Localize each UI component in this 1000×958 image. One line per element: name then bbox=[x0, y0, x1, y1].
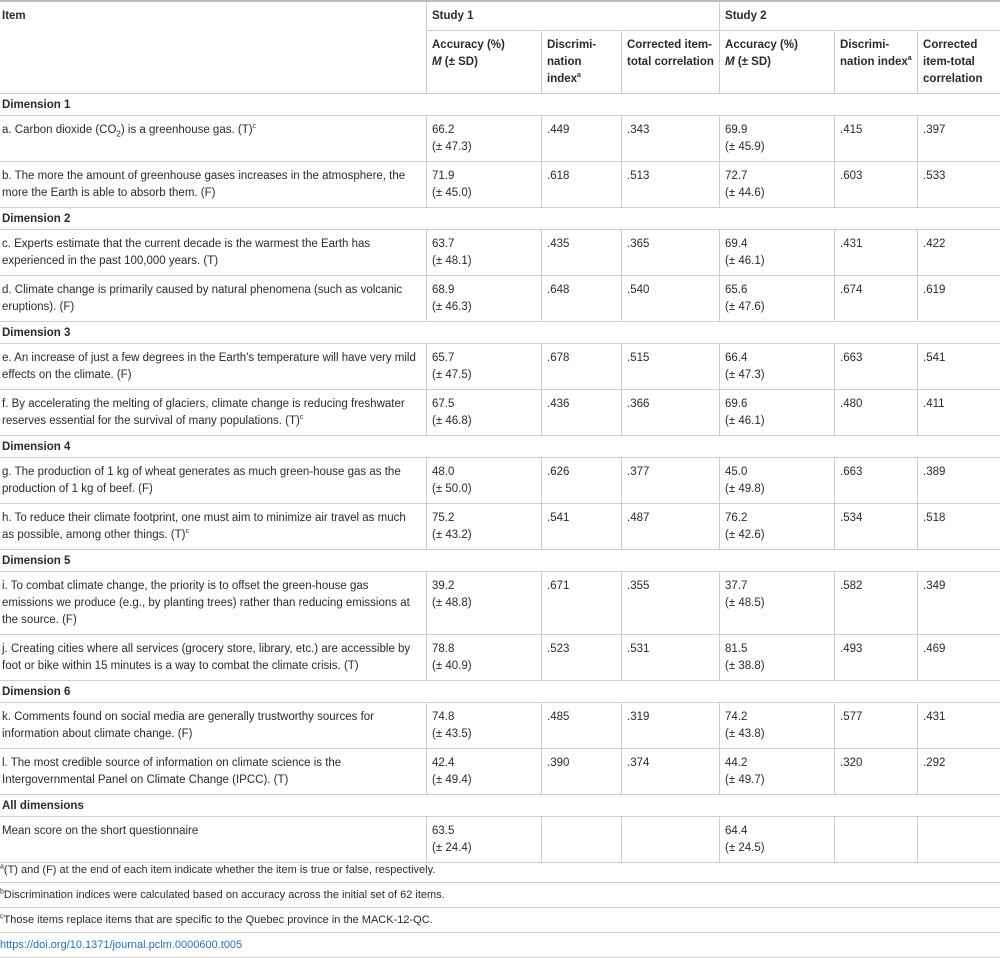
item-text: b. The more the amount of greenhouse gases increases in the atmosphere, the more the Earth is able to absorb them. (F) bbox=[0, 162, 427, 208]
s1-accuracy-cell bbox=[427, 572, 542, 635]
accuracy-mean: 81.5 bbox=[725, 643, 748, 655]
s2-corrected-cell: .619 bbox=[918, 276, 1000, 322]
table-body bbox=[0, 94, 1000, 863]
s2-corrected-cell: .533 bbox=[918, 162, 1000, 208]
s2-discrimination-cell: .431 bbox=[835, 230, 918, 276]
accuracy-sd: (± 49.7) bbox=[725, 774, 765, 786]
s2-discrimination-cell: .493 bbox=[835, 635, 918, 681]
accuracy-sd: (± 47.3) bbox=[432, 141, 472, 153]
accuracy-mean: 66.2 bbox=[432, 124, 455, 136]
item-text: l. The most credible source of information on climate science is the Intergovernmental Panel on Climate Change (IPCC). (T) bbox=[0, 749, 427, 795]
accuracy-mean: 39.2 bbox=[432, 580, 455, 592]
s2-accuracy-cell bbox=[720, 276, 835, 322]
s1-corrected-cell: .487 bbox=[622, 504, 720, 550]
s2-accuracy-header: Accuracy (%) M (± SD) bbox=[720, 31, 835, 94]
s2-discrimination-cell: .582 bbox=[835, 572, 918, 635]
s1-discrimination-cell: .678 bbox=[542, 344, 622, 390]
s1-corrected-cell: .377 bbox=[622, 458, 720, 504]
accuracy-sd: (± 49.4) bbox=[432, 774, 472, 786]
accuracy-mean: 69.6 bbox=[725, 398, 748, 410]
s2-corrected-cell: .292 bbox=[918, 749, 1000, 795]
item-text: f. By accelerating the melting of glaciers, climate change is reducing freshwater reserves essential for the survival of many populations. $(T)^c$ bbox=[0, 390, 427, 436]
accuracy-mean: 64.4 bbox=[725, 825, 748, 837]
s1-accuracy-cell bbox=[427, 635, 542, 681]
accuracy-mean: 65.7 bbox=[432, 352, 455, 364]
s1-discrimination-cell: .390 bbox=[542, 749, 622, 795]
dimension-row bbox=[0, 550, 1000, 572]
s1-discrimination-cell bbox=[542, 817, 622, 863]
table-row bbox=[0, 344, 1000, 390]
s2-corrected-cell: .422 bbox=[918, 230, 1000, 276]
s1-discrimination-cell: .671 bbox=[542, 572, 622, 635]
s2-corrected-cell: .397 bbox=[918, 116, 1000, 162]
accuracy-mean: 69.4 bbox=[725, 238, 748, 250]
table-row bbox=[0, 390, 1000, 436]
s2-discrimination-cell: .663 bbox=[835, 458, 918, 504]
table-row bbox=[0, 162, 1000, 208]
accuracy-mean: 66.4 bbox=[725, 352, 748, 364]
table-row bbox=[0, 572, 1000, 635]
table-row bbox=[0, 817, 1000, 863]
accuracy-sd: (± 46.3) bbox=[432, 301, 472, 313]
accuracy-sd: (± 46.1) bbox=[725, 415, 765, 427]
dimension-label: Dimension 6 bbox=[0, 681, 1000, 703]
s1-accuracy-cell bbox=[427, 116, 542, 162]
accuracy-sd: (± 49.8) bbox=[725, 483, 765, 495]
item-text: e. An increase of just a few degrees in the Earth's temperature will have very mild effects on the climate. (F) bbox=[0, 344, 427, 390]
s2-accuracy-cell bbox=[720, 504, 835, 550]
s2-discrimination-cell: .603 bbox=[835, 162, 918, 208]
accuracy-mean: 44.2 bbox=[725, 757, 748, 769]
s1-accuracy-cell bbox=[427, 504, 542, 550]
accuracy-sd: (± 40.9) bbox=[432, 660, 472, 672]
item-text: j. Creating cities where all services (grocery store, library, etc.) are accessible by foot or bike within 15 minutes is a way to combat the climate crisis. (T) bbox=[0, 635, 427, 681]
s1-corrected-cell: .319 bbox=[622, 703, 720, 749]
item-text: Mean score on the short questionnaire bbox=[0, 817, 427, 863]
s2-corrected-cell: .349 bbox=[918, 572, 1000, 635]
s1-discrimination-header: Discrimi-nation index$^a$ bbox=[542, 31, 622, 94]
s1-accuracy-cell bbox=[427, 344, 542, 390]
s1-corrected-cell: .343 bbox=[622, 116, 720, 162]
footnote-marker: c bbox=[299, 414, 304, 422]
s1-accuracy-cell bbox=[427, 390, 542, 436]
dimension-label: Dimension 3 bbox=[0, 322, 1000, 344]
s1-corrected-cell: .355 bbox=[622, 572, 720, 635]
accuracy-sd: (± 47.6) bbox=[725, 301, 765, 313]
accuracy-sd: (± 48.8) bbox=[432, 597, 472, 609]
study2-header: Study 2 bbox=[720, 1, 1000, 31]
footnotes bbox=[0, 858, 1000, 958]
accuracy-mean: 69.9 bbox=[725, 124, 748, 136]
s1-corrected-cell: .531 bbox=[622, 635, 720, 681]
accuracy-mean: 78.8 bbox=[432, 643, 455, 655]
s1-accuracy-cell bbox=[427, 703, 542, 749]
dimension-row bbox=[0, 208, 1000, 230]
footnote-marker: c bbox=[252, 123, 257, 131]
s2-corrected-cell: .541 bbox=[918, 344, 1000, 390]
accuracy-mean: 63.5 bbox=[432, 825, 455, 837]
s2-corrected-cell: .411 bbox=[918, 390, 1000, 436]
s1-accuracy-cell bbox=[427, 230, 542, 276]
item-text: h. To reduce their climate footprint, one must aim to minimize air travel as much as possible, among other things. $(T)^c$ bbox=[0, 504, 427, 550]
dimension-row bbox=[0, 681, 1000, 703]
dimension-row bbox=[0, 322, 1000, 344]
s1-discrimination-cell: .541 bbox=[542, 504, 622, 550]
s2-discrimination-cell: .577 bbox=[835, 703, 918, 749]
accuracy-sd: (± 38.8) bbox=[725, 660, 765, 672]
table-row bbox=[0, 458, 1000, 504]
header-row-studies bbox=[0, 1, 1000, 31]
accuracy-sd: (± 48.1) bbox=[432, 255, 472, 267]
accuracy-sd: (± 47.5) bbox=[432, 369, 472, 381]
accuracy-mean: 68.9 bbox=[432, 284, 455, 296]
table-row bbox=[0, 276, 1000, 322]
accuracy-mean: 74.8 bbox=[432, 711, 455, 723]
s1-discrimination-cell: .436 bbox=[542, 390, 622, 436]
s2-discrimination-cell: .674 bbox=[835, 276, 918, 322]
s1-accuracy-header: Accuracy (%) M (± SD) bbox=[427, 31, 542, 94]
s2-accuracy-cell bbox=[720, 817, 835, 863]
s2-accuracy-cell bbox=[720, 458, 835, 504]
s2-accuracy-cell bbox=[720, 116, 835, 162]
doi-link[interactable]: https://doi.org/10.1371/journal.pclm.0000600.t005 bbox=[0, 939, 243, 951]
s1-discrimination-cell: .523 bbox=[542, 635, 622, 681]
table-row bbox=[0, 703, 1000, 749]
accuracy-sd: (± 47.3) bbox=[725, 369, 765, 381]
accuracy-sd: (± 42.6) bbox=[725, 529, 765, 541]
s2-discrimination-header: Discrimi-nation index$^a$ bbox=[835, 31, 918, 94]
s1-corrected-header: Corrected item-total correlation bbox=[622, 31, 720, 94]
footnote-b: $^b$Discrimination indices were calculated based on accuracy across the initial set of 62 items. bbox=[0, 883, 1000, 908]
accuracy-mean: 74.2 bbox=[725, 711, 748, 723]
dimension-row bbox=[0, 436, 1000, 458]
s2-corrected-header: Corrected item-total correlation bbox=[918, 31, 1000, 94]
table-row bbox=[0, 230, 1000, 276]
accuracy-mean: 48.0 bbox=[432, 466, 455, 478]
accuracy-sd: (± 45.0) bbox=[432, 187, 472, 199]
item-text: i. To combat climate change, the priority is to offset the green-house gas emissions we produce (e.g., by planting trees) rather than reducing emissions at the source. (F) bbox=[0, 572, 427, 635]
s2-accuracy-cell bbox=[720, 703, 835, 749]
s1-corrected-cell bbox=[622, 817, 720, 863]
s1-accuracy-cell bbox=[427, 276, 542, 322]
s1-accuracy-cell bbox=[427, 749, 542, 795]
s2-discrimination-cell: .663 bbox=[835, 344, 918, 390]
item-text: a. Carbon dioxide $(CO_2)$ is a greenhouse gas. $(T)^c$ bbox=[0, 116, 427, 162]
dimension-row bbox=[0, 94, 1000, 116]
s2-accuracy-cell bbox=[720, 572, 835, 635]
s1-discrimination-cell: .435 bbox=[542, 230, 622, 276]
s1-accuracy-cell bbox=[427, 162, 542, 208]
dimension-row bbox=[0, 795, 1000, 817]
item-text: k. Comments found on social media are generally trustworthy sources for information about climate change. (F) bbox=[0, 703, 427, 749]
accuracy-mean: 65.6 bbox=[725, 284, 748, 296]
s2-corrected-cell: .431 bbox=[918, 703, 1000, 749]
s1-corrected-cell: .515 bbox=[622, 344, 720, 390]
dimension-label: Dimension 5 bbox=[0, 550, 1000, 572]
accuracy-sd: (± 43.5) bbox=[432, 728, 472, 740]
s1-discrimination-cell: .648 bbox=[542, 276, 622, 322]
dimension-label: Dimension 2 bbox=[0, 208, 1000, 230]
item-header: Item bbox=[0, 1, 427, 94]
s1-corrected-cell: .513 bbox=[622, 162, 720, 208]
accuracy-sd: (± 46.1) bbox=[725, 255, 765, 267]
item-text: c. Experts estimate that the current decade is the warmest the Earth has experienced in the past 100,000 years. (T) bbox=[0, 230, 427, 276]
accuracy-mean: 67.5 bbox=[432, 398, 455, 410]
s1-corrected-cell: .366 bbox=[622, 390, 720, 436]
dimension-label: All dimensions bbox=[0, 795, 1000, 817]
s2-discrimination-cell: .320 bbox=[835, 749, 918, 795]
accuracy-mean: 72.7 bbox=[725, 170, 748, 182]
s1-discrimination-cell: .449 bbox=[542, 116, 622, 162]
s1-discrimination-cell: .618 bbox=[542, 162, 622, 208]
s1-discrimination-cell: .485 bbox=[542, 703, 622, 749]
item-text: d. Climate change is primarily caused by natural phenomena (such as volcanic eruptions). (F) bbox=[0, 276, 427, 322]
doi-line bbox=[0, 933, 1000, 958]
s2-accuracy-cell bbox=[720, 635, 835, 681]
footnote-c: $^c$Those items replace items that are specific to the Quebec province in the MACK-12-QC. bbox=[0, 908, 1000, 933]
table-row bbox=[0, 504, 1000, 550]
accuracy-mean: 45.0 bbox=[725, 466, 748, 478]
dimension-label: Dimension 4 bbox=[0, 436, 1000, 458]
s1-corrected-cell: .365 bbox=[622, 230, 720, 276]
s2-discrimination-cell bbox=[835, 817, 918, 863]
accuracy-sd: (± 43.8) bbox=[725, 728, 765, 740]
s2-corrected-cell: .469 bbox=[918, 635, 1000, 681]
accuracy-mean: 37.7 bbox=[725, 580, 748, 592]
accuracy-mean: 42.4 bbox=[432, 757, 455, 769]
s1-corrected-cell: .540 bbox=[622, 276, 720, 322]
s2-corrected-cell bbox=[918, 817, 1000, 863]
accuracy-sd: (± 45.9) bbox=[725, 141, 765, 153]
s2-accuracy-cell bbox=[720, 162, 835, 208]
s2-corrected-cell: .518 bbox=[918, 504, 1000, 550]
footnote-marker: c bbox=[185, 528, 189, 536]
footnote-a: $^a$(T) and (F) at the end of each item indicate whether the item is true or false, respectively. bbox=[0, 858, 1000, 883]
accuracy-sd: (± 50.0) bbox=[432, 483, 472, 495]
s2-discrimination-cell: .415 bbox=[835, 116, 918, 162]
s1-accuracy-cell bbox=[427, 817, 542, 863]
accuracy-sd: (± 24.5) bbox=[725, 842, 765, 854]
accuracy-mean: 75.2 bbox=[432, 512, 455, 524]
accuracy-sd: (± 46.8) bbox=[432, 415, 472, 427]
s1-corrected-cell: .374 bbox=[622, 749, 720, 795]
dimension-label: Dimension 1 bbox=[0, 94, 1000, 116]
accuracy-sd: (± 43.2) bbox=[432, 529, 472, 541]
s2-accuracy-cell bbox=[720, 344, 835, 390]
accuracy-sd: (± 24.4) bbox=[432, 842, 472, 854]
s2-discrimination-cell: .534 bbox=[835, 504, 918, 550]
s2-accuracy-cell bbox=[720, 230, 835, 276]
s2-accuracy-cell bbox=[720, 749, 835, 795]
accuracy-mean: 71.9 bbox=[432, 170, 455, 182]
accuracy-mean: 76.2 bbox=[725, 512, 748, 524]
table-row bbox=[0, 749, 1000, 795]
accuracy-sd: (± 44.6) bbox=[725, 187, 765, 199]
item-text: g. The production of 1 kg of wheat generates as much green-house gas as the production of 1 kg of beef. (F) bbox=[0, 458, 427, 504]
study1-header: Study 1 bbox=[427, 1, 720, 31]
s1-discrimination-cell: .626 bbox=[542, 458, 622, 504]
table-row bbox=[0, 635, 1000, 681]
s2-accuracy-cell bbox=[720, 390, 835, 436]
accuracy-mean: 63.7 bbox=[432, 238, 455, 250]
accuracy-sd: (± 48.5) bbox=[725, 597, 765, 609]
s2-corrected-cell: .389 bbox=[918, 458, 1000, 504]
s1-accuracy-cell bbox=[427, 458, 542, 504]
table-row bbox=[0, 116, 1000, 162]
s2-discrimination-cell: .480 bbox=[835, 390, 918, 436]
